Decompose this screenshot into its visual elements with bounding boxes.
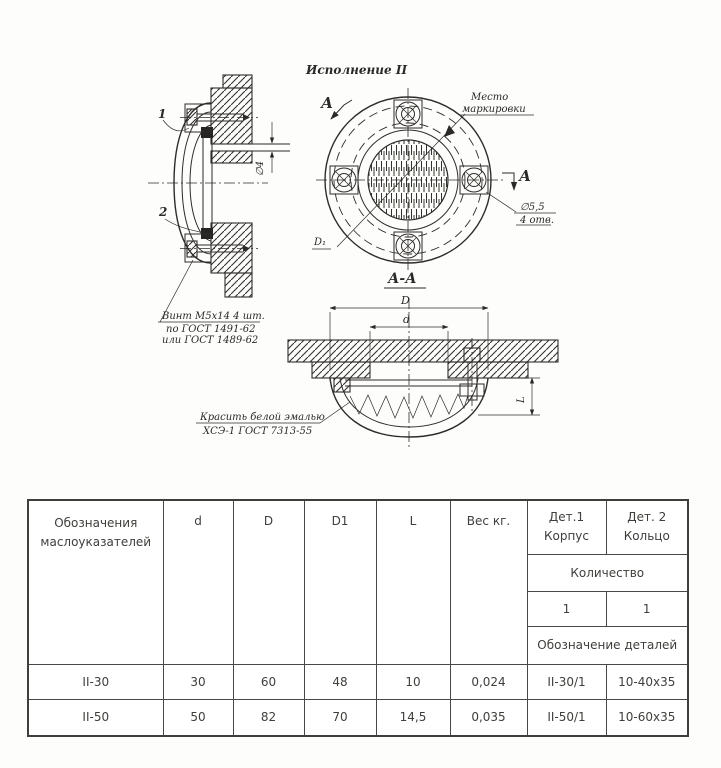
row1-weight: 0,024 <box>450 664 527 699</box>
wall-mid-strip <box>211 151 252 163</box>
dim-D1-label: D₁ <box>314 237 327 248</box>
marking-note-line1: Место <box>471 92 509 103</box>
holes-note-line1: ∅5,5 <box>520 202 545 213</box>
view-arrow-top-label: А <box>321 94 334 112</box>
table-row <box>28 699 688 736</box>
quantity-det2: 1 <box>606 591 688 626</box>
header-D: D <box>233 500 304 664</box>
row1-det2: 10-40x35 <box>606 664 688 699</box>
header-det2-line1: Дет. 2 <box>627 510 667 525</box>
wall-bottom-step <box>225 273 252 297</box>
front-view <box>305 63 556 272</box>
callout-1: 1 <box>158 107 167 121</box>
plate-left-block <box>312 362 370 378</box>
quantity-det1: 1 <box>527 591 606 626</box>
row2-det1: II-50/1 <box>527 699 606 736</box>
plate-band <box>288 340 558 362</box>
header-det1-line1: Дет.1 <box>548 510 585 525</box>
header-weight: Вес кг. <box>450 500 527 664</box>
dim-d-label: d <box>403 313 411 326</box>
paint-note-line2: ХСЭ-1 ГОСТ 7313-55 <box>203 426 313 437</box>
spec-table <box>27 499 689 737</box>
holes-note <box>486 192 556 226</box>
header-det1 <box>527 500 606 554</box>
header-D1: D1 <box>304 500 376 664</box>
screw-note-line2: по ГОСТ 1491-62 <box>166 324 256 335</box>
screw-note-line1: Винт М5х14 4 шт. <box>162 311 265 322</box>
row2-d: 50 <box>163 699 233 736</box>
section-title: А-А <box>388 271 417 287</box>
table-row <box>28 664 688 699</box>
header-det1-line2: Корпус <box>543 529 590 544</box>
ring-clamp <box>334 378 350 392</box>
paint-note-line1: Красить белой эмалью <box>200 412 325 423</box>
row2-designation: II-50 <box>28 699 163 736</box>
row1-L: 10 <box>376 664 450 699</box>
execution-label: Исполнение II <box>306 63 408 77</box>
dim-phi4-label: ∅4 <box>255 160 266 176</box>
quantity-label: Количество <box>527 554 688 591</box>
row1-D: 60 <box>233 664 304 699</box>
view-arrow-top <box>320 94 352 119</box>
plate-right-block <box>448 362 528 378</box>
row1-designation: II-30 <box>28 664 163 699</box>
row1-det1: II-30/1 <box>527 664 606 699</box>
marking-note <box>460 92 534 115</box>
row1-d: 30 <box>163 664 233 699</box>
wall-top-step <box>223 75 252 88</box>
view-arrow-right <box>502 167 531 190</box>
section-view <box>196 271 558 450</box>
header-d: d <box>163 500 233 664</box>
header-designation <box>28 500 163 664</box>
header-det2-line2: Кольцо <box>623 529 670 544</box>
row2-D1: 70 <box>304 699 376 736</box>
marking-note-line2: маркировки <box>462 104 526 115</box>
holes-note-line2: 4 отв. <box>520 215 555 226</box>
screw-note-line3: или ГОСТ 1489-62 <box>162 335 259 346</box>
paint-note <box>196 402 350 437</box>
leader-arrow <box>444 125 455 137</box>
dim-phi4 <box>255 122 272 176</box>
side-section-view <box>148 75 290 297</box>
row2-weight: 0,035 <box>450 699 527 736</box>
callout-2: 2 <box>159 205 168 219</box>
header-designation-line1: Обозначения <box>54 516 138 530</box>
row2-det2: 10-60x35 <box>606 699 688 736</box>
header-designation-line2: маслоуказателей <box>40 535 152 550</box>
row1-D1: 48 <box>304 664 376 699</box>
view-arrow-right-label: А <box>519 167 532 185</box>
row2-L: 14,5 <box>376 699 450 736</box>
dim-L-label: L <box>516 396 527 403</box>
row2-D: 82 <box>233 699 304 736</box>
dim-D-label: D <box>401 294 410 307</box>
parts-designation-label: Обозначение деталей <box>527 626 688 664</box>
header-det2 <box>606 500 688 554</box>
header-L: L <box>376 500 450 664</box>
